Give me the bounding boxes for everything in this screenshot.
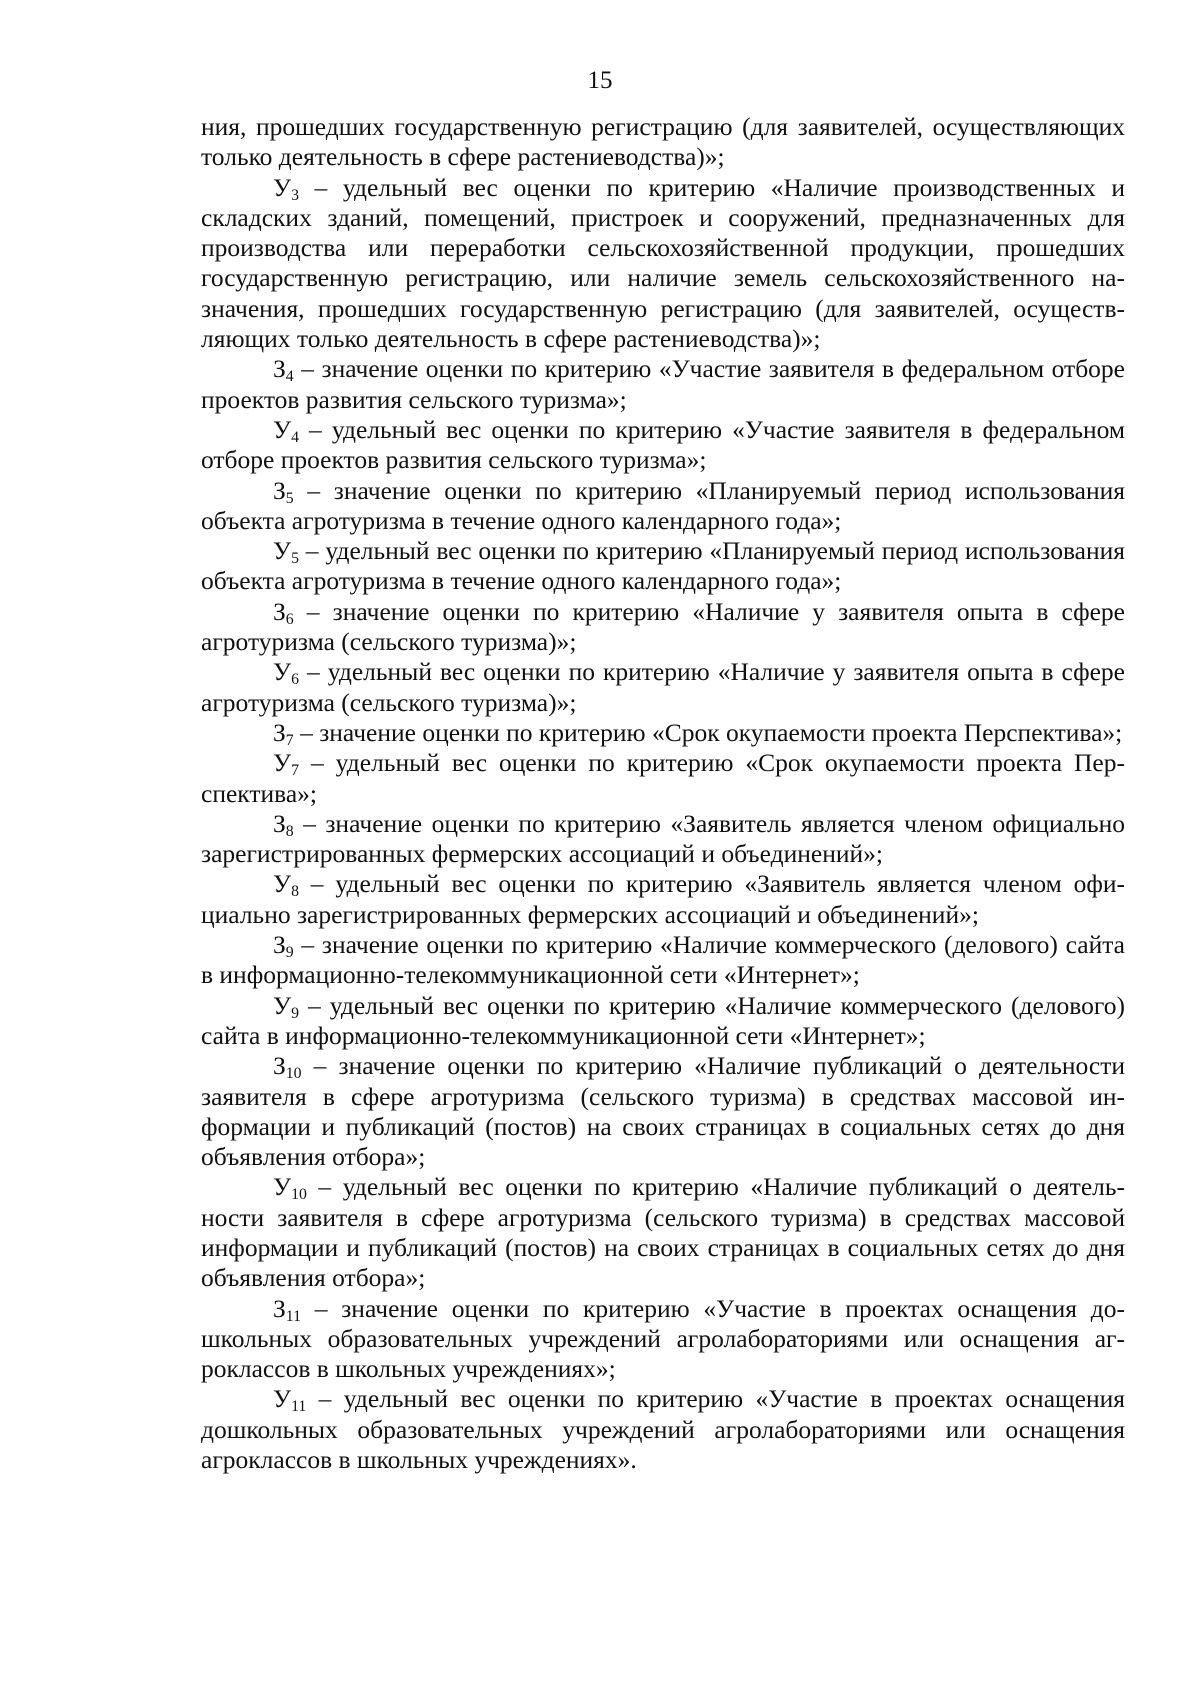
symbol-subscript: 5 bbox=[291, 550, 299, 568]
symbol: У bbox=[273, 414, 292, 444]
paragraph bbox=[201, 748, 1125, 809]
paragraph-text: – удельный вес оценки по критерию «Участие в проектах оснащения дошкольных образовательных учреждений агролабораториями или оснащения агроклассов в школьных учреждениях». bbox=[201, 1384, 1125, 1475]
symbol-subscript: 11 bbox=[291, 1398, 307, 1416]
paragraph bbox=[201, 173, 1125, 355]
symbol: З bbox=[273, 930, 286, 960]
symbol: У bbox=[273, 657, 292, 687]
paragraph bbox=[201, 1384, 1125, 1475]
symbol: У bbox=[273, 1172, 292, 1202]
paragraph bbox=[201, 718, 1125, 748]
paragraph bbox=[201, 1172, 1125, 1293]
symbol: З bbox=[273, 1293, 286, 1323]
symbol-subscript: 5 bbox=[285, 489, 294, 507]
symbol: У bbox=[273, 990, 292, 1020]
paragraph bbox=[201, 809, 1125, 870]
symbol-subscript: 11 bbox=[285, 1307, 301, 1325]
paragraph bbox=[201, 476, 1125, 537]
paragraph bbox=[201, 415, 1125, 476]
page-number: 15 bbox=[587, 67, 613, 94]
paragraph bbox=[201, 869, 1125, 930]
symbol-subscript: 4 bbox=[285, 368, 294, 386]
paragraph-text: – удельный вес оценки по критерию «Заявитель является членом официально зарегистрированных фермерских ассоциаций и объединений»; bbox=[201, 869, 1125, 929]
symbol-subscript: 6 bbox=[285, 610, 294, 628]
paragraph-text: ния, прошедших государственную регистрацию (для заявителей, осуществляющих только деятельность в сфере растениеводства)»; bbox=[201, 112, 1125, 172]
symbol: З bbox=[273, 475, 286, 505]
symbol: З bbox=[273, 1051, 286, 1081]
paragraph bbox=[201, 930, 1125, 991]
symbol: З bbox=[273, 354, 286, 384]
paragraph bbox=[201, 536, 1125, 597]
symbol-subscript: 6 bbox=[291, 671, 299, 689]
paragraph-text: – значение оценки по критерию «Срок окупаемости проекта Перспектива»; bbox=[293, 717, 1123, 747]
symbol-subscript: 9 bbox=[285, 943, 294, 961]
paragraph bbox=[201, 1051, 1125, 1172]
paragraph-text: – удельный вес оценки по критерию «Срок окупаемости проекта Перспектива»; bbox=[201, 748, 1125, 808]
document-body bbox=[201, 112, 1125, 1475]
symbol-subscript: 4 bbox=[291, 428, 299, 446]
symbol-subscript: 3 bbox=[291, 186, 299, 204]
paragraph-text: – удельный вес оценки по критерию «Планируемый период использования объекта агротуризма в течение одного календарного года»; bbox=[201, 536, 1125, 596]
paragraph-text: – значение оценки по критерию «Планируемый период использования объекта агротуризма в течение одного календарного года»; bbox=[201, 475, 1125, 535]
symbol-subscript: 8 bbox=[291, 883, 299, 901]
paragraph-text: – удельный вес оценки по критерию «Наличие у заявителя опыта в сфере агротуризма (сельского туризма)»; bbox=[201, 657, 1125, 717]
paragraph-text: – значение оценки по критерию «Наличие коммерческого (делового) сайта в информационно-телекоммуникационной сети «Интернет»; bbox=[201, 930, 1125, 990]
paragraph-text: – значение оценки по критерию «Наличие публикаций о деятельности заявителя в сфере агротуризма (сельского туризма) в средствах массовой информации и публикаций (постов) на своих страницах в социальных сетях до дня объявления отбора»; bbox=[201, 1051, 1125, 1172]
symbol-subscript: 10 bbox=[291, 1186, 307, 1204]
paragraph-text: – удельный вес оценки по критерию «Наличие публикаций о деятельности заявителя в сфере агротуризма (сельского туризма) в средствах массовой информации и публикаций (постов) на своих страницах в социальных сетях до дня объявления отбора»; bbox=[201, 1172, 1125, 1293]
paragraph bbox=[201, 1294, 1125, 1385]
paragraph bbox=[201, 112, 1125, 173]
symbol: З bbox=[273, 808, 286, 838]
symbol: У bbox=[273, 1384, 292, 1414]
paragraph bbox=[201, 657, 1125, 718]
symbol: У bbox=[273, 536, 292, 566]
symbol-subscript: 10 bbox=[285, 1065, 302, 1083]
symbol: З bbox=[273, 717, 286, 747]
paragraph-text: – значение оценки по критерию «Заявитель является членом официально зарегистрированных фермерских ассоциаций и объединений»; bbox=[201, 808, 1125, 869]
symbol: З bbox=[273, 596, 286, 626]
symbol: У bbox=[273, 869, 292, 899]
paragraph bbox=[201, 991, 1125, 1052]
paragraph-text: – удельный вес оценки по критерию «Наличие коммерческого (делового) сайта в информационно-телекоммуникационной сети «Интернет»; bbox=[201, 990, 1125, 1050]
paragraph bbox=[201, 597, 1125, 658]
paragraph-text: – удельный вес оценки по критерию «Участие заявителя в федеральном отборе проектов развития сельского туризма»; bbox=[201, 414, 1125, 475]
symbol: У bbox=[273, 748, 292, 778]
symbol-subscript: 8 bbox=[285, 822, 294, 840]
paragraph-text: – значение оценки по критерию «Наличие у заявителя опыта в сфере агротуризма (сельского туризма)»; bbox=[201, 596, 1125, 657]
symbol: У bbox=[273, 172, 292, 202]
symbol-subscript: 7 bbox=[291, 762, 299, 780]
symbol-subscript: 7 bbox=[285, 731, 294, 749]
symbol-subscript: 9 bbox=[291, 1004, 299, 1022]
paragraph-text: – значение оценки по критерию «Участие в проектах оснащения дошкольных образовательных учреждений агролабораториями или оснащения агроклассов в школьных учреждениях»; bbox=[201, 1293, 1125, 1384]
paragraph-text: – значение оценки по критерию «Участие заявителя в федеральном отборе проектов развития сельского туризма»; bbox=[201, 354, 1125, 414]
paragraph bbox=[201, 354, 1125, 415]
paragraph-text: – удельный вес оценки по критерию «Наличие производственных и складских зданий, помещений, пристроек и сооружений, предназначенных для производства или переработки сельскохозяйственной продукции, прошедших государственную регистрацию, или наличие земель сельскохозяйственного назначения, прошедших государственную регистрацию (для заявителей, осуществляющих только деятельность в сфере растениеводства)»; bbox=[201, 172, 1125, 354]
